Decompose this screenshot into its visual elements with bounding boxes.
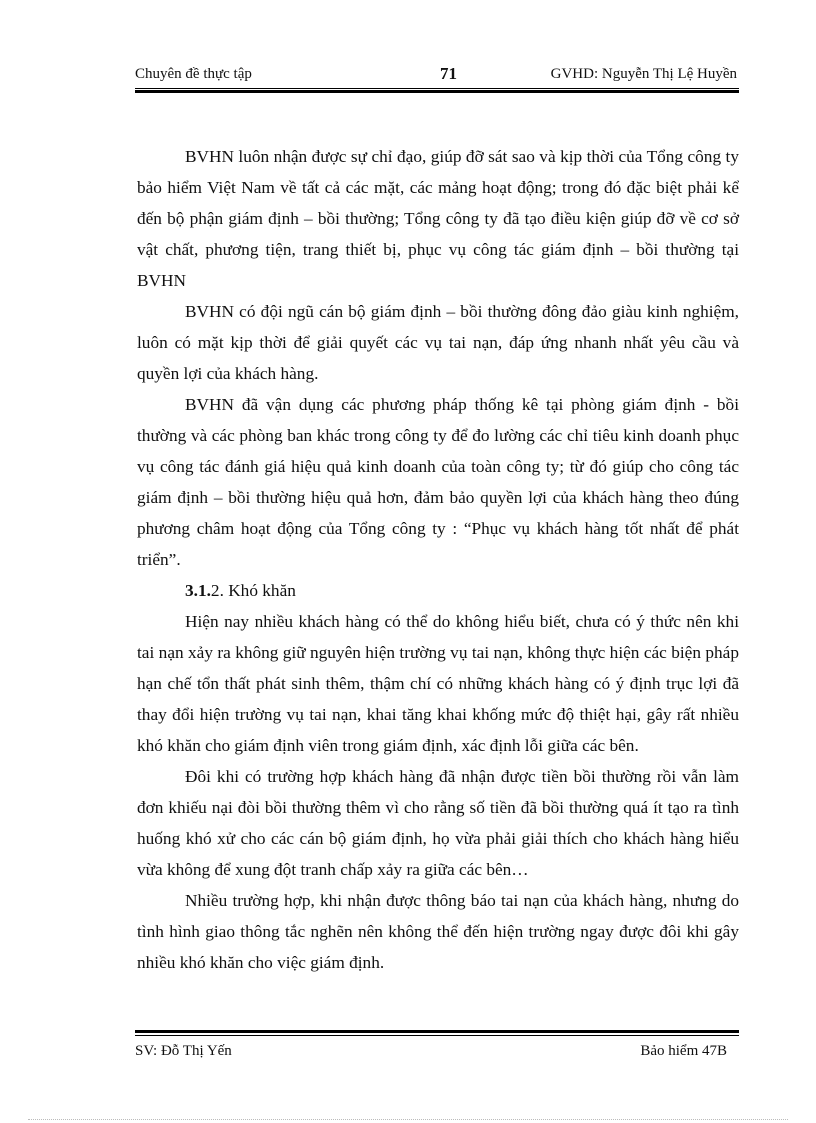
header-supervisor: GVHD: Nguyễn Thị Lệ Huyền: [550, 66, 737, 82]
paragraph: Đôi khi có trường hợp khách hàng đã nhận được tiền bồi thường rồi vẫn làm đơn khiếu nại đòi bồi thường thêm vì cho rằng số tiền đã bồi thường quá ít tạo ra tình huống khó xử cho các cán bộ giám định, họ vừa phải giải thích cho khách hàng hiểu vừa không để xung đột tranh chấp xảy ra giữa các bên…: [137, 767, 739, 879]
header-rule-thin: [135, 88, 739, 89]
paragraph: BVHN có đội ngũ cán bộ giám định – bồi thường đông đảo giàu kinh nghiệm, luôn có mặt kịp thời để giải quyết các vụ tai nạn, đáp ứng nhanh nhất yêu cầu và quyền lợi của khách hàng.: [137, 302, 739, 383]
paragraph: BVHN đã vận dụng các phương pháp thống kê tại phòng giám định - bồi thường và các phòng ban khác trong công ty để đo lường các chỉ tiêu kinh doanh phục vụ công tác đánh giá hiệu quả kinh doanh của toàn công ty; từ đó giúp cho công tác giám định – bồi thường hiệu quả hơn, đảm bảo quyền lợi của khách hàng theo đúng phương châm hoạt động của Tổng công ty : “Phục vụ khách hàng tốt nhất để phát triển”.: [137, 395, 739, 569]
header-rule-thick: [135, 90, 739, 93]
section-heading: [137, 575, 739, 606]
body-text: [137, 141, 739, 978]
section-title: . Khó khăn: [219, 581, 296, 600]
footer-rule-thin: [135, 1035, 739, 1036]
footer-class: Bảo hiểm 47B: [640, 1043, 727, 1059]
page-number: 71: [440, 64, 457, 83]
section-number-tail: 2: [210, 581, 220, 600]
paragraph: Nhiều trường hợp, khi nhận được thông báo tai nạn của khách hàng, nhưng do tình hình giao thông tắc nghẽn nên không thể đến hiện trường ngay được đôi khi gây nhiều khó khăn cho việc giám định.: [137, 891, 739, 972]
paragraph: BVHN luôn nhận được sự chỉ đạo, giúp đỡ sát sao và kịp thời của Tổng công ty bảo hiểm Việt Nam về tất cả các mặt, các mảng hoạt động; trong đó đặc biệt phải kể đến bộ phận giám định – bồi thường; Tổng công ty đã tạo điều kiện giúp đỡ về cơ sở vật chất, phương tiện, trang thiết bị, phục vụ công tác giám định – bồi thường tại BVHN: [137, 147, 739, 290]
paragraph: Hiện nay nhiều khách hàng có thể do không hiểu biết, chưa có ý thức nên khi tai nạn xảy ra không giữ nguyên hiện trường vụ tai nạn, không thực hiện các biện pháp hạn chế tổn thất phát sinh thêm, thậm chí có những khách hàng có ý định trục lợi đã thay đổi hiện trường vụ tai nạn, khai tăng khai khống mức độ thiệt hại, gây rất nhiều khó khăn cho giám định viên trong giám định, xác định lỗi giữa các bên.: [137, 612, 739, 755]
header-report-title: Chuyên đề thực tập: [135, 66, 252, 82]
section-number: 3.1.: [185, 581, 211, 600]
page-header: [135, 64, 739, 88]
footer-student: SV: Đỗ Thị Yến: [135, 1043, 232, 1059]
footer-rule-thick: [135, 1030, 739, 1033]
page-edge-dots: [28, 1119, 788, 1120]
